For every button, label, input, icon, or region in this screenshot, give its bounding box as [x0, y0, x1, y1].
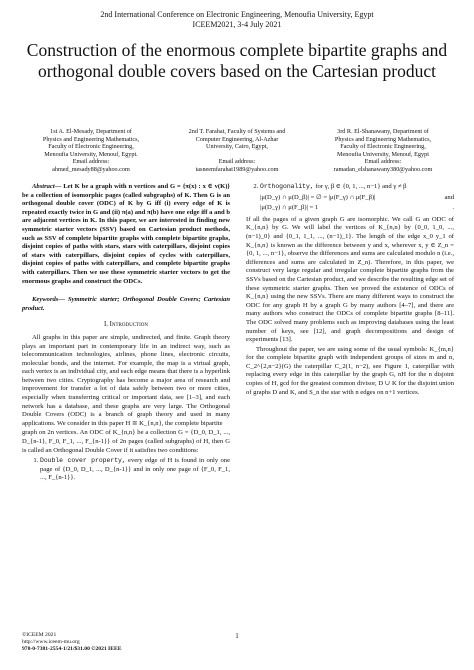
author-1-email[interactable]: ahmed_mesady88@yahoo.com: [52, 165, 130, 173]
author-3: [314, 128, 452, 174]
right-paragraph-2: Throughout the paper, we are using some of the usual symbols: K_{m,n} for the complete bipartite graph with independent groups of sizes m and n, C_2^{2,n−2}(G) the caterpillar C_2(1, n−2), see Figure 1, caterpillar with replacing every edge in this caterpillar by the graph G, nH for the n disjoint copies of H, gcd for the greatest common divisor, D ∪ K for the disjoint union of graphs D and K, and S_n the star with n edges on n+1 vertices.: [246, 345, 454, 396]
condition-2-name: Orthogonality,: [260, 183, 314, 190]
equation-1: [260, 194, 454, 203]
footer-isbn: 978-0-7381-2554-1/21/$31.00 ©2021 IEEE: [22, 646, 122, 652]
left-column: [22, 183, 230, 486]
author-1-email-label: Email address:: [72, 158, 110, 166]
conference-header: [0, 10, 474, 30]
condition-1-text: every edge of H is found in only one page of {D_0, D_1, ..., D_{n-1}} and in only one page of {F_0, F_1, ..., F_{n-1}}.: [40, 457, 230, 482]
condition-1-name: Double cover property,: [40, 457, 126, 465]
condition-2-text: for γ, β ∈ {0, 1, ..., n−1} and γ ≠ β: [315, 183, 407, 190]
author-1-name: 1st A. El-Mesady, Department of: [50, 128, 132, 135]
author-3-email[interactable]: ramadan_elshanawany380@yahoo.com: [333, 165, 433, 173]
section-heading-introduction: I. Introduction: [103, 321, 149, 329]
equation-1-body: |μ(D_γ) ∩ μ(D_β)| = ∅ = |μ(F_γ) ∩ μ(F_β)|: [260, 193, 376, 201]
author-3-affil-3: Menoufia University, Menouf, Egypt: [337, 150, 429, 158]
author-3-email-label: Email address:: [364, 158, 402, 166]
abstract-text: Let K be a graph with n vertices and G = {π(x) : x ∈ v(K)} be a collection of isomorphic pages (called subgraphs) of K. Then G is an orthogonal double cover (ODC) of K by G iff (i) every edge of K is repeated exactly twice in G and (ii) π(a) and π(b) have one edge iff a and b are adjacent vertices in K. In this paper, we are interested in finding new symmetric starter vectors (SSV) based on Cartesian product methods, such as SSV of complete bipartite graphs with complete bipartite graphs, disjoint copies of paths with stars, stars with caterpillars, disjoint copies of stars with caterpillars, disjoint copies of cycles with caterpillars, disjoint copies of paths with caterpillars, and complete bipartite graphs with caterpillars. Then we use these symmetric starter vectors to get the enormous graphs and construct the ODCs.: [22, 183, 230, 285]
keywords: [22, 296, 230, 313]
equation-2-body: |μ(D_γ) ∩ μ(F_β)| = 1: [260, 204, 319, 212]
author-2-email-label: Email address:: [218, 158, 256, 166]
author-2: [168, 128, 306, 174]
abstract-label: Abstract—: [32, 183, 62, 190]
footer-url[interactable]: http://www.iceem-mu.org: [22, 639, 80, 645]
conditions-list: [22, 457, 230, 483]
footer-copyright: ©ICEEM 2021: [22, 632, 57, 638]
author-1-affil-3: Menoufia University, Menouf, Egypt.: [44, 150, 138, 158]
conditions-list-continued: [246, 183, 454, 213]
author-3-affil-2: Faculty of Electronic Engineering,: [340, 143, 426, 151]
author-block: [22, 128, 452, 174]
author-2-affil-2: University, Cairo, Egypt,: [206, 143, 268, 151]
author-3-affil-1: Physics and Engineering Mathematics,: [334, 135, 432, 143]
condition-1: [40, 457, 230, 483]
right-column: [246, 183, 454, 398]
author-2-affil-1: Computer Engineering, Al-Azhar: [195, 135, 279, 143]
author-1-affil-1: Physics and Engineering Mathematics,: [42, 135, 140, 143]
keywords-label: Keywords—: [32, 296, 65, 304]
equation-2: [260, 204, 454, 213]
condition-2: [260, 183, 454, 213]
right-paragraph-1: If all the pages of a given graph G are isomorphic. We call G an ODC of K_{n,n} by G. We will label the vertices of K_{n,n} by {0_0, 1_0, ..., (n−1)_0} and {0_1, 1_1, ..., (n−1)_1}. The length of the edge x_0 y_1 of K_{n,n} is known as the difference between y and x, wherever x, y ∈ Z_n = {0, 1, ..., n−1}, observe the differences and sums are calculated modulo n (i.e., differences and sums are calculated in Z_n). Therefore, in this paper, we construct very large regular and irregular complete bipartite graphs from the SSVs based on the Cartesian product, and we describe the resulting edge set of these symmetric starter graphs. Then we proved the existence of ODCs of K_{n,n} using the new SSVs. There are many different ways to construct the ODC for any graph H by a graph G by many authors [4–7], and there are many authors who construct the ODCs of complete bipartite graphs [8–11]. The ODC solved many problems such as improving databases using the least number of keys, see [12], and graph decompositions and design of experiments [13].: [246, 215, 455, 344]
paper-title: Construction of the enormous complete bipartite graphs and orthogonal double covers based on the Cartesian product: [26, 40, 448, 81]
author-1-affil-2: Faculty of Electronic Engineering,: [48, 143, 134, 151]
conference-line-2: ICEEM2021, 3-4 July 2021: [192, 20, 282, 29]
author-2-name: 2nd T. Farahat, Faculty of Systems and: [188, 128, 286, 135]
page-number: 1: [235, 632, 239, 640]
author-1: [22, 128, 160, 174]
conference-line-1: 2nd International Conference on Electronic Engineering, Menoufia University, Egypt: [100, 10, 374, 19]
keywords-text: Symmetric starter; Orthogonal Double Covers; Cartesian product.: [22, 296, 230, 312]
author-3-name: 3rd R. El-Shanawany, Department of: [337, 128, 429, 135]
equation-1-end: and: [444, 193, 454, 201]
intro-paragraph-2: graph on 2n vertices. An ODC of K_{n,n} be a collection G = {D_0, D_1, ..., D_{n-1}, F_0, F_1, ..., F_{n-1}} of 2n pages (called subgraphs) of H, then G is called an Orthogonal Double Cover if it satisfies two conditions:: [22, 429, 230, 454]
author-2-email[interactable]: tasneemfarahat1989@yahoo.com: [195, 165, 279, 173]
abstract: [22, 183, 230, 286]
intro-paragraph-1: All graphs in this paper are simple, undirected, and finite. Graph theory plays an important part in contemporary life in an indirect way, such as telecommunication technologies, airlines, phone lines, electronic circuits, molecular bonds, and the internet. For example, the map is a virtual graph, each vertex is an individual city, and each edge means that there is a hyperlink between two cities. Cryptography has become a major area of research and improvement for transfer a lot of data safely between two or more cities, especially when transferring critical or important data, see [1–3], and each network has a database, and these graphs are very large. The Orthogonal Double Covers (ODC) is a branch of graph theory and used in many applications. We consider in this paper H ≅ K_{n,n}, the complete bipartite: [22, 333, 230, 427]
equation-2-end: .: [452, 204, 454, 212]
